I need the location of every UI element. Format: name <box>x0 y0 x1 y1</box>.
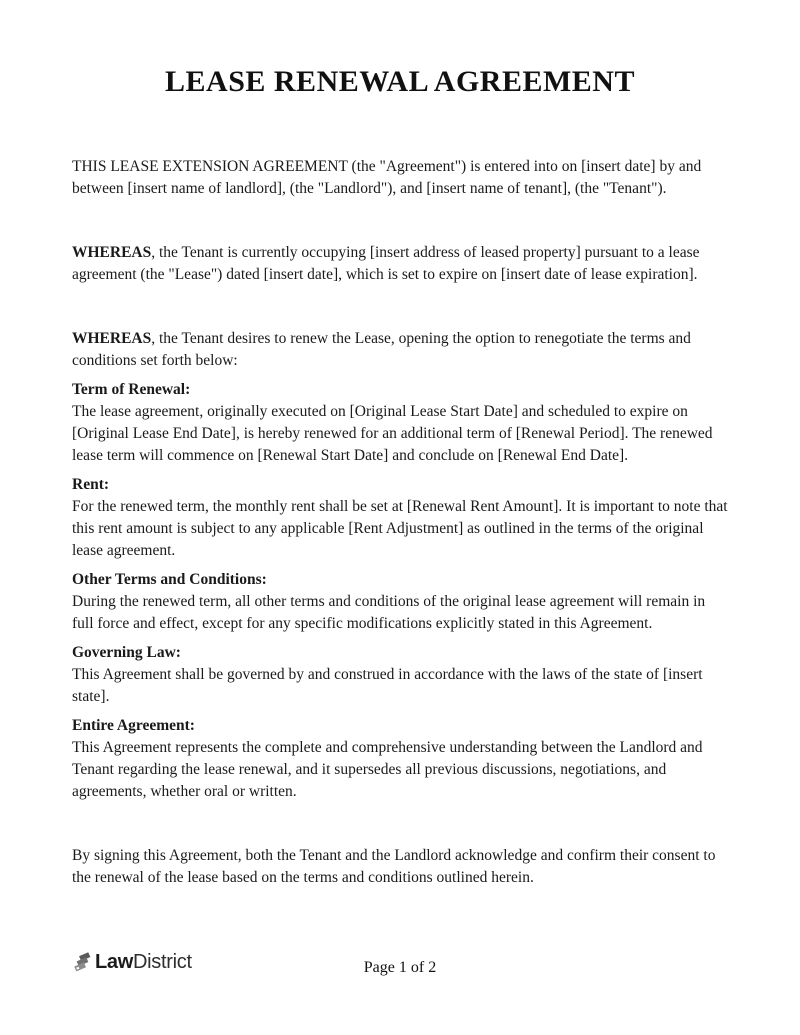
section-governing-law <box>72 642 728 708</box>
lawdistrict-logo <box>72 950 192 974</box>
page-title: LEASE RENEWAL AGREEMENT <box>165 65 635 98</box>
layered-pages-icon <box>72 950 92 974</box>
logo-text <box>95 951 192 974</box>
whereas-paragraph-1 <box>72 242 728 286</box>
logo-text-district: District <box>133 950 192 973</box>
section-other-terms-and-conditions <box>72 569 728 635</box>
closing-paragraph: By signing this Agreement, both the Tenant and the Landlord acknowledge and confirm their consent to the renewal of the lease based on the terms and conditions outlined herein. <box>72 847 716 886</box>
whereas-lead: WHEREAS <box>72 330 152 347</box>
section-entire-agreement <box>72 715 728 803</box>
section-heading: Governing Law: <box>72 644 181 661</box>
section-body: For the renewed term, the monthly rent shall be set at [Renewal Rent Amount]. It is important to note that this rent amount is subject to any applicable [Rent Adjustment] as outlined in the terms of the original lease agreement. <box>72 498 728 559</box>
section-heading: Other Terms and Conditions: <box>72 571 267 588</box>
section-heading: Entire Agreement: <box>72 717 195 734</box>
section-body: This Agreement shall be governed by and construed in accordance with the laws of the state of [insert state]. <box>72 666 703 705</box>
page-footer <box>72 948 728 980</box>
whereas-lead: WHEREAS <box>72 244 152 261</box>
section-term-of-renewal <box>72 379 728 467</box>
section-heading: Term of Renewal: <box>72 381 191 398</box>
section-body: This Agreement represents the complete and comprehensive understanding between the Landlord and Tenant regarding the lease renewal, and it supersedes all previous discussions, negotiations, and agreements, whether oral or written. <box>72 739 703 800</box>
section-body: The lease agreement, originally executed on [Original Lease Start Date] and scheduled to expire on [Original Lease End Date], is hereby renewed for an additional term of [Renewal Period]. The renewed lease term will commence on [Renewal Start Date] and conclude on [Renewal End Date]. <box>72 403 713 464</box>
paragraph-text: , the Tenant is currently occupying [insert address of leased property] pursuant to a lease agreement (the "Lease") dated [insert date], which is set to expire on [insert date of lease expiration]. <box>72 244 700 283</box>
logo-text-law: Law <box>95 950 133 973</box>
section-rent <box>72 474 728 562</box>
section-heading: Rent: <box>72 476 110 493</box>
intro-paragraph: THIS LEASE EXTENSION AGREEMENT (the "Agreement") is entered into on [insert date] by and between [insert name of landlord], (the "Landlord"), and [insert name of tenant], (the "Tenant"). <box>72 158 702 197</box>
page-indicator: Page 1 of 2 <box>363 959 437 976</box>
section-body: During the renewed term, all other terms and conditions of the original lease agreement will remain in full force and effect, except for any specific modifications explicitly stated in this Agreement. <box>72 593 706 632</box>
paragraph-text: , the Tenant desires to renew the Lease, opening the option to renegotiate the terms and conditions set forth below: <box>72 330 691 369</box>
whereas-paragraph-2 <box>72 328 728 372</box>
